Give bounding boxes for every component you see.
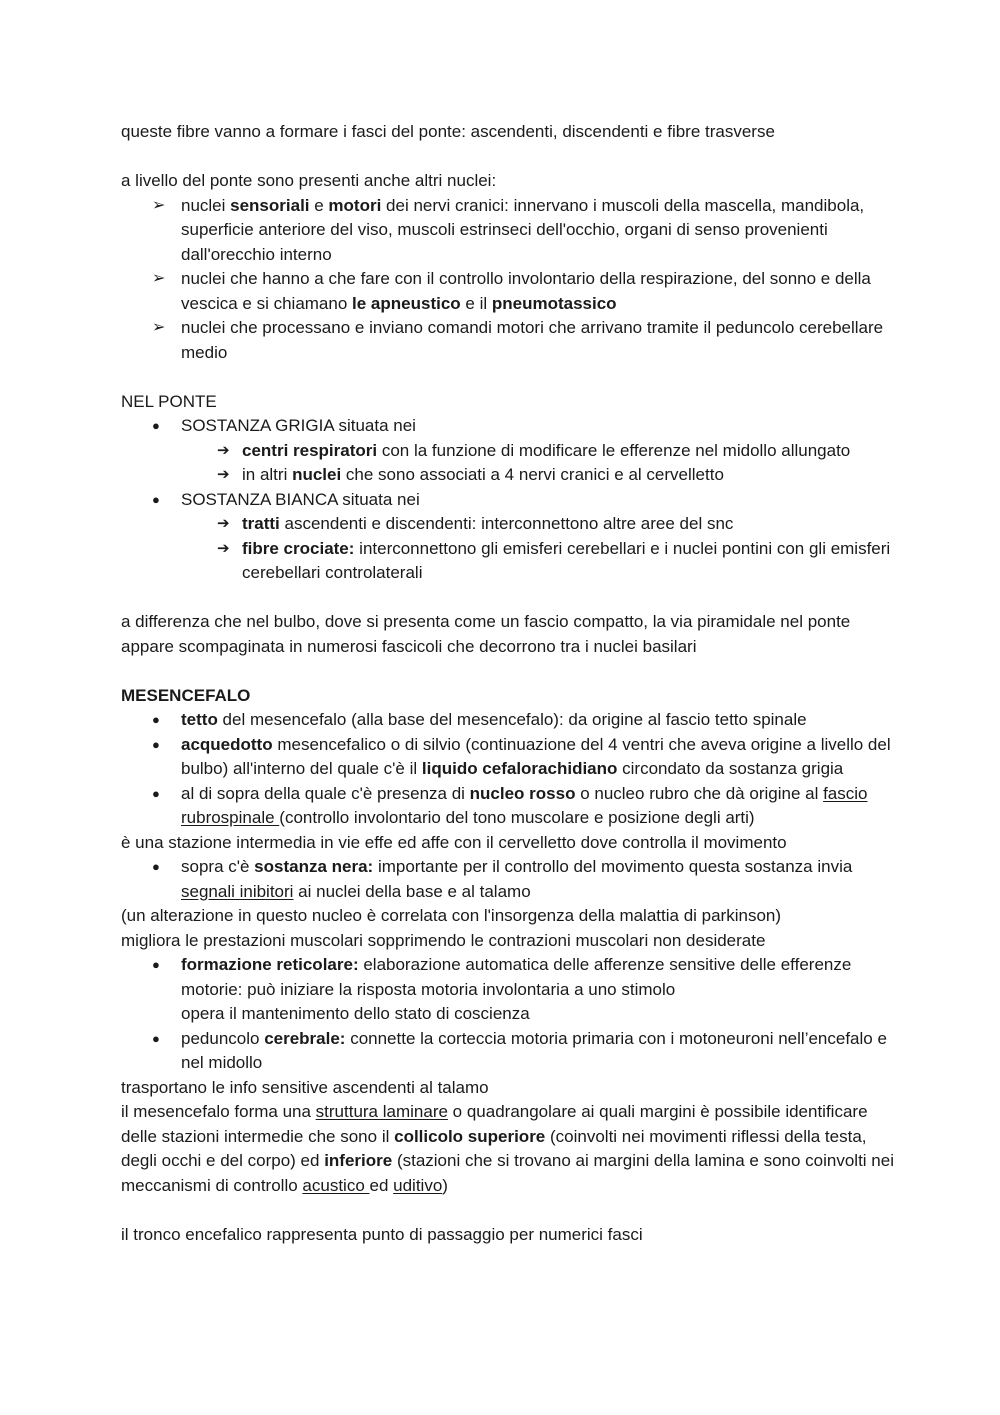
list-item-peduncolo-cerebrale: ● peduncolo cerebrale: connette la corteccia motoria primaria con i motoneuroni nell’encefalo e nel midollo xyxy=(152,1028,887,1072)
dot-bullet-icon: ● xyxy=(152,491,160,507)
arrow-bullet-icon: ➔ xyxy=(217,466,230,483)
list-item-formazione-reticolare: ● formazione reticolare: elaborazione automatica delle afferenze sensitive delle efferenze motorie: può iniziare la risposta motoria involontaria a uno stimolo opera il mantenimento dello stato di coscienza xyxy=(152,955,852,1023)
arrow-bullet-icon: ➔ xyxy=(217,539,230,557)
sostanza-nera-note-parkinson: (un alterazione in questo nucleo è correlata con l'insorgenza della malattia di parkinson) xyxy=(121,906,782,925)
conclusion-paragraph: il tronco encefalico rappresenta punto di passaggio per numerici fasci xyxy=(121,1224,643,1244)
sub-item-tratti: ➔ tratti ascendenti e discendenti: interconnettono altre aree del snc xyxy=(121,512,901,537)
arrowhead-bullet-icon: ➢ xyxy=(152,319,166,336)
dot-bullet-icon: ● xyxy=(152,859,160,874)
dot-bullet-icon: ● xyxy=(152,957,160,972)
list-item-sostanza-bianca: ● SOSTANZA BIANCA situata nei xyxy=(121,488,901,513)
nuclei-intro: a livello del ponte sono presenti anche altri nuclei: xyxy=(121,171,497,190)
peduncolo-note: trasportano le info sensitive ascendenti al talamo xyxy=(121,1077,489,1097)
dot-bullet-icon: ● xyxy=(152,736,160,752)
document-page xyxy=(121,120,901,1247)
dot-bullet-icon: ● xyxy=(152,418,160,433)
section-heading-nel-ponte: NEL PONTE xyxy=(121,391,217,411)
list-item-nuclei-sensoriali: ➢ nuclei sensoriali e motori dei nervi cranici: innervano i muscoli della mascella, mandibola, superficie anteriore del viso, muscoli estrinseci dell'occhio, organi di senso provenienti dall'orecchio interno xyxy=(152,195,865,264)
sub-item-centri-respiratori: ➔ centri respiratori con la funzione di modificare le efferenze nel midollo allungato xyxy=(121,439,901,464)
list-item-nuclei-respirazione: ➢ nuclei che hanno a che fare con il controllo involontario della respirazione, del sonno e della vescica e si chiamano le apneustico e il pneumotassico xyxy=(152,269,871,313)
section-heading-mesencefalo: MESENCEFALO xyxy=(121,685,251,705)
nucleo-rosso-note: è una stazione intermedia in vie effe ed affe con il cervelletto dove controlla il movimento xyxy=(121,832,787,852)
list-item-sostanza-nera: ● sopra c'è sostanza nera: importante per il controllo del movimento questa sostanza invia segnali inibitori ai nuclei della base e al talamo xyxy=(152,857,853,901)
struttura-laminare-paragraph: il mesencefalo forma una struttura laminare o quadrangolare ai quali margini è possibile identificare delle stazioni intermedie che sono il collicolo superiore (coinvolti nei movimenti riflessi della testa, degli occhi e del corpo) ed inferiore (stazioni che si trovano ai margini della lamina e sono coinvolti nei meccanismi di controllo acustico ed uditivo) xyxy=(121,1102,894,1195)
dot-bullet-icon: ● xyxy=(152,785,160,801)
via-piramidale-paragraph: a differenza che nel bulbo, dove si presenta come un fascio compatto, la via piramidale nel ponte appare scompaginata in numerosi fascicoli che decorrono tra i nuclei basilari xyxy=(121,612,851,656)
list-item-sostanza-grigia: ● SOSTANZA GRIGIA situata nei xyxy=(121,414,901,439)
list-item-nuclei-motori: ➢ nuclei che processano e inviano comandi motori che arrivano tramite il peduncolo cerebellare medio xyxy=(152,318,884,362)
arrow-bullet-icon: ➔ xyxy=(217,441,230,459)
list-item-nucleo-rosso: ● al di sopra della quale c'è presenza di nucleo rosso o nucleo rubro che dà origine al fascio rubrospinale (controllo involontario del tono muscolare e posizione degli arti) xyxy=(152,783,868,827)
list-item-tetto: ● tetto del mesencefalo (alla base del mesencefalo): da origine al fascio tetto spinale xyxy=(121,708,901,733)
dot-bullet-icon: ● xyxy=(152,1030,160,1046)
sub-item-fibre-crociate: ➔ fibre crociate: interconnettono gli emisferi cerebellari e i nuclei pontini con gli emisferi cerebellari controlaterali xyxy=(217,538,891,582)
arrowhead-bullet-icon: ➢ xyxy=(152,270,166,287)
sostanza-nera-note-prestazioni: migliora le prestazioni muscolari sopprimendo le contrazioni muscolari non desiderate xyxy=(121,930,766,950)
intro-paragraph: queste fibre vanno a formare i fasci del ponte: ascendenti, discendenti e fibre trasverse xyxy=(121,122,775,141)
dot-bullet-icon: ● xyxy=(152,712,160,727)
arrow-bullet-icon: ➔ xyxy=(217,515,230,532)
sub-item-nuclei: ➔ in altri nuclei che sono associati a 4 nervi cranici e al cervelletto xyxy=(121,463,901,488)
arrowhead-bullet-icon: ➢ xyxy=(152,196,166,214)
list-item-acquedotto: ● acquedotto mesencefalico o di silvio (continuazione del 4 ventri che aveva origine a livello del bulbo) all'interno del quale c'è il liquido cefalorachidiano circondato da sostanza grigia xyxy=(152,734,891,778)
